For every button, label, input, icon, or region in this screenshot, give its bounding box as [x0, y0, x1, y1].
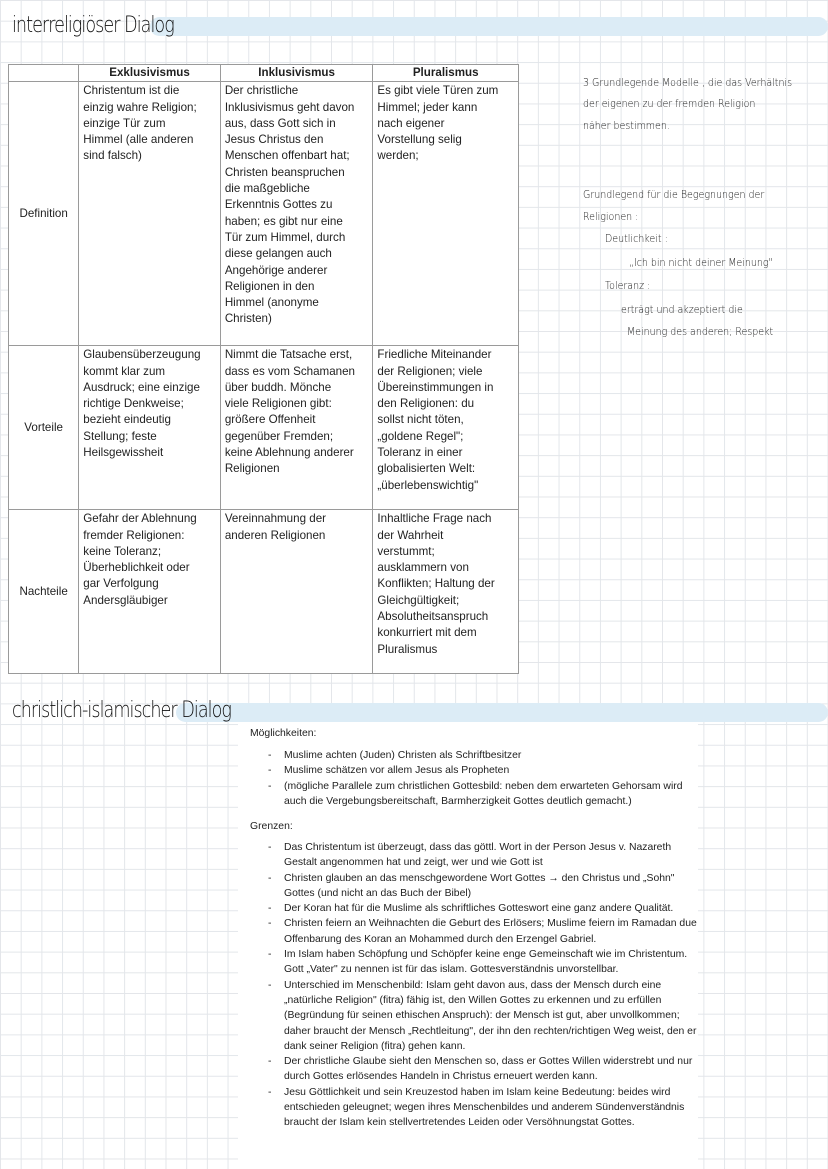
list-item-text: Muslime achten (Juden) Christen als Schriftbesitzer	[284, 750, 522, 761]
dash-bullet: -	[268, 780, 272, 792]
table-cell	[79, 510, 221, 674]
table-cell	[79, 82, 221, 346]
list-item-text: (mögliche Parallele zum christlichen Gottesbild: neben dem erwarteten Gehorsam wird auch die Vergebungsbereitschaft, Barmherzigkeit Gottes deutlich gemacht.)	[284, 780, 683, 807]
note-line: Meinung des anderen; Respekt	[627, 325, 774, 338]
note-line: erträgt und akzeptiert die	[621, 303, 743, 316]
header-empty	[9, 65, 79, 82]
note-line: Toleranz :	[605, 279, 651, 292]
moeglichkeiten-list	[268, 748, 698, 809]
list-item-text: Der christliche Glaube sieht den Menschen so, dass er Gottes Willen widerstrebt und nur durch Gottes erlösendes Handeln in Christus erneuert werden kann.	[284, 1056, 693, 1083]
cell-text: Nimmt die Tatsache erst, dass es vom Schamanen über buddh. Mönche viele Religionen gibt: größere Offenheit gegenüber Fremden; keine Ablehnung anderer Religionen	[224, 348, 355, 476]
note-line: der eigenen zu der fremden Religion	[583, 97, 756, 110]
note-line: Grundlegend für die Begegnungen der	[583, 188, 765, 201]
note-line: Religionen :	[583, 210, 639, 223]
section-title-christian-islamic: christlich-islamischer Dialog	[12, 698, 232, 723]
list-item	[268, 947, 698, 978]
table-row	[9, 346, 519, 510]
list-item-text: Der Koran hat für die Muslime als schriftliches Gotteswort eine ganz andere Qualität.	[284, 903, 674, 915]
note-line: Deutlichkeit :	[605, 232, 668, 245]
list-item	[268, 916, 698, 947]
table-cell	[220, 510, 373, 674]
dash-bullet: -	[268, 979, 272, 991]
cell-text: Christentum ist die einzig wahre Religion; einzige Tür zum Himmel (alle anderen sind falsch)	[83, 84, 197, 163]
dash-bullet: -	[268, 750, 272, 761]
note-line: „Ich bin nicht deiner Meinung"	[629, 256, 773, 269]
grenzen-list	[268, 840, 698, 1131]
cell-text: Es gibt viele Türen zum Himmel; jeder kann nach eigener Vorstellung selig werden;	[377, 84, 499, 163]
cell-text: Glaubensüberzeugung kommt klar zum Ausdruck; eine einzige richtige Denkweise; bezieht eindeutig Stellung; feste Heilsgewissheit	[83, 348, 201, 460]
list-item	[268, 840, 698, 871]
list-item	[268, 1085, 698, 1131]
section-title-interreligious: interreligiöser Dialog	[12, 13, 174, 38]
list-item-text: Christen feiern an Weihnachten die Geburt des Erlösers; Muslime feiern im Ramadan due Offenbarung des Koran an Mohammed durch den Erzengel Gabriel.	[284, 918, 697, 945]
title-highlight	[176, 703, 828, 722]
list-item	[268, 871, 698, 902]
moeglichkeiten-label: Möglichkeiten:	[250, 728, 317, 739]
list-item-text: Im Islam haben Schöpfung und Schöpfer keine enge Gemeinschaft wie im Christentum. Gott „Vater" zu nennen ist für das islam. Gottesverständnis unvorstellbar.	[284, 949, 688, 976]
dash-bullet: -	[268, 842, 272, 853]
row-label: Definition	[9, 82, 79, 346]
table-cell	[373, 82, 519, 346]
table-cell	[79, 346, 221, 510]
row-label: Nachteile	[9, 510, 79, 674]
row-label: Vorteile	[9, 346, 79, 510]
dash-bullet: -	[268, 765, 272, 777]
table-cell	[220, 346, 373, 510]
cell-text: Vereinnahmung der anderen Religionen	[224, 512, 327, 542]
header-inklusivismus: Inklusivismus	[220, 65, 373, 82]
list-item	[268, 901, 698, 916]
table-row	[9, 82, 519, 346]
table-header-row	[9, 65, 519, 82]
list-item	[268, 1054, 698, 1085]
header-pluralismus: Pluralismus	[373, 65, 519, 82]
note-line: 3 Grundlegende Modelle , die das Verhältnis	[583, 76, 793, 89]
list-item-text: Muslime schätzen vor allem Jesus als Propheten	[284, 765, 510, 777]
list-item-text: Das Christentum ist überzeugt, dass das göttl. Wort in der Person Jesus v. Nazareth Gestalt angenommen hat und zeigt, wer und wie Gott ist	[284, 842, 672, 869]
list-item-text: Christen glauben an das menschgewordene Wort Gottes → den Christus und „Sohn" Gottes (und nicht an das Buch der Bibel)	[284, 872, 675, 899]
cell-text: Gefahr der Ablehnung fremder Religionen: keine Toleranz; Überheblichkeit oder gar Verfolgung Andersgläubiger	[83, 512, 197, 607]
cell-text: Der christliche Inklusivismus geht davon aus, dass Gott sich in Jesus Christus den Menschen offenbart hat; Christen beanspruchen die maßgebliche Erkenntnis Gottes zu haben; es gibt nur eine Tür zum Himmel, durch diese gelangen auch Angehörige anderer Religionen in den Himmel (anonyme Christen)	[224, 84, 355, 326]
table-cell	[220, 82, 373, 346]
list-item-text: Jesu Göttlichkeit und sein Kreuzestod haben im Islam keine Bedeutung: beides wird entschieden geleugnet; wegen ihres Menschenbildes und anderem Sündenverständnis braucht der Islam kein stellvertretendes Leiden oder Versöhnungstat Gottes.	[284, 1086, 685, 1129]
dash-bullet: -	[268, 949, 272, 961]
title-highlight	[150, 17, 828, 36]
dash-bullet: -	[268, 903, 272, 915]
table-cell	[373, 346, 519, 510]
list-item	[268, 978, 698, 1054]
grenzen-label: Grenzen:	[250, 821, 293, 832]
list-item	[268, 763, 698, 778]
dash-bullet: -	[268, 1056, 272, 1068]
list-item	[268, 779, 698, 810]
dialog-document	[238, 722, 698, 1169]
cell-text: Friedliche Miteinander der Religionen; viele Übereinstimmungen in den Religionen: du sollst nicht töten, „goldene Regel"; Toleranz in einer globalisierten Welt: „überlebenswichtig"	[377, 348, 494, 492]
dash-bullet: -	[268, 918, 272, 930]
dash-bullet: -	[268, 872, 272, 884]
cell-text: Inhaltliche Frage nach der Wahrheit verstummt; ausklammern von Konflikten; Haltung der Gleichgültigkeit; Absolutheitsanspruch konkurriert mit dem Pluralismus	[377, 512, 495, 656]
list-item	[268, 748, 698, 763]
list-item-text: Unterschied im Menschenbild: Islam geht davon aus, dass der Mensch durch eine „natürliche Religion" (fitra) fähig ist, den Willen Gottes zu erkennen und zu erfüllen (Begründung für seinen ethischen Anspruch): der Mensch ist gut, aber unvollkommen; daher braucht der Mensch „Rechtleitung", der ihn den rechten/richtigen Weg weist, den er dank seiner Religion (fitra) gehen kann.	[284, 979, 697, 1052]
dash-bullet: -	[268, 1086, 272, 1098]
comparison-table	[8, 64, 519, 674]
table-row	[9, 510, 519, 674]
header-exklusivismus: Exklusivismus	[79, 65, 221, 82]
table-cell	[373, 510, 519, 674]
note-line: näher bestimmen.	[583, 119, 670, 132]
